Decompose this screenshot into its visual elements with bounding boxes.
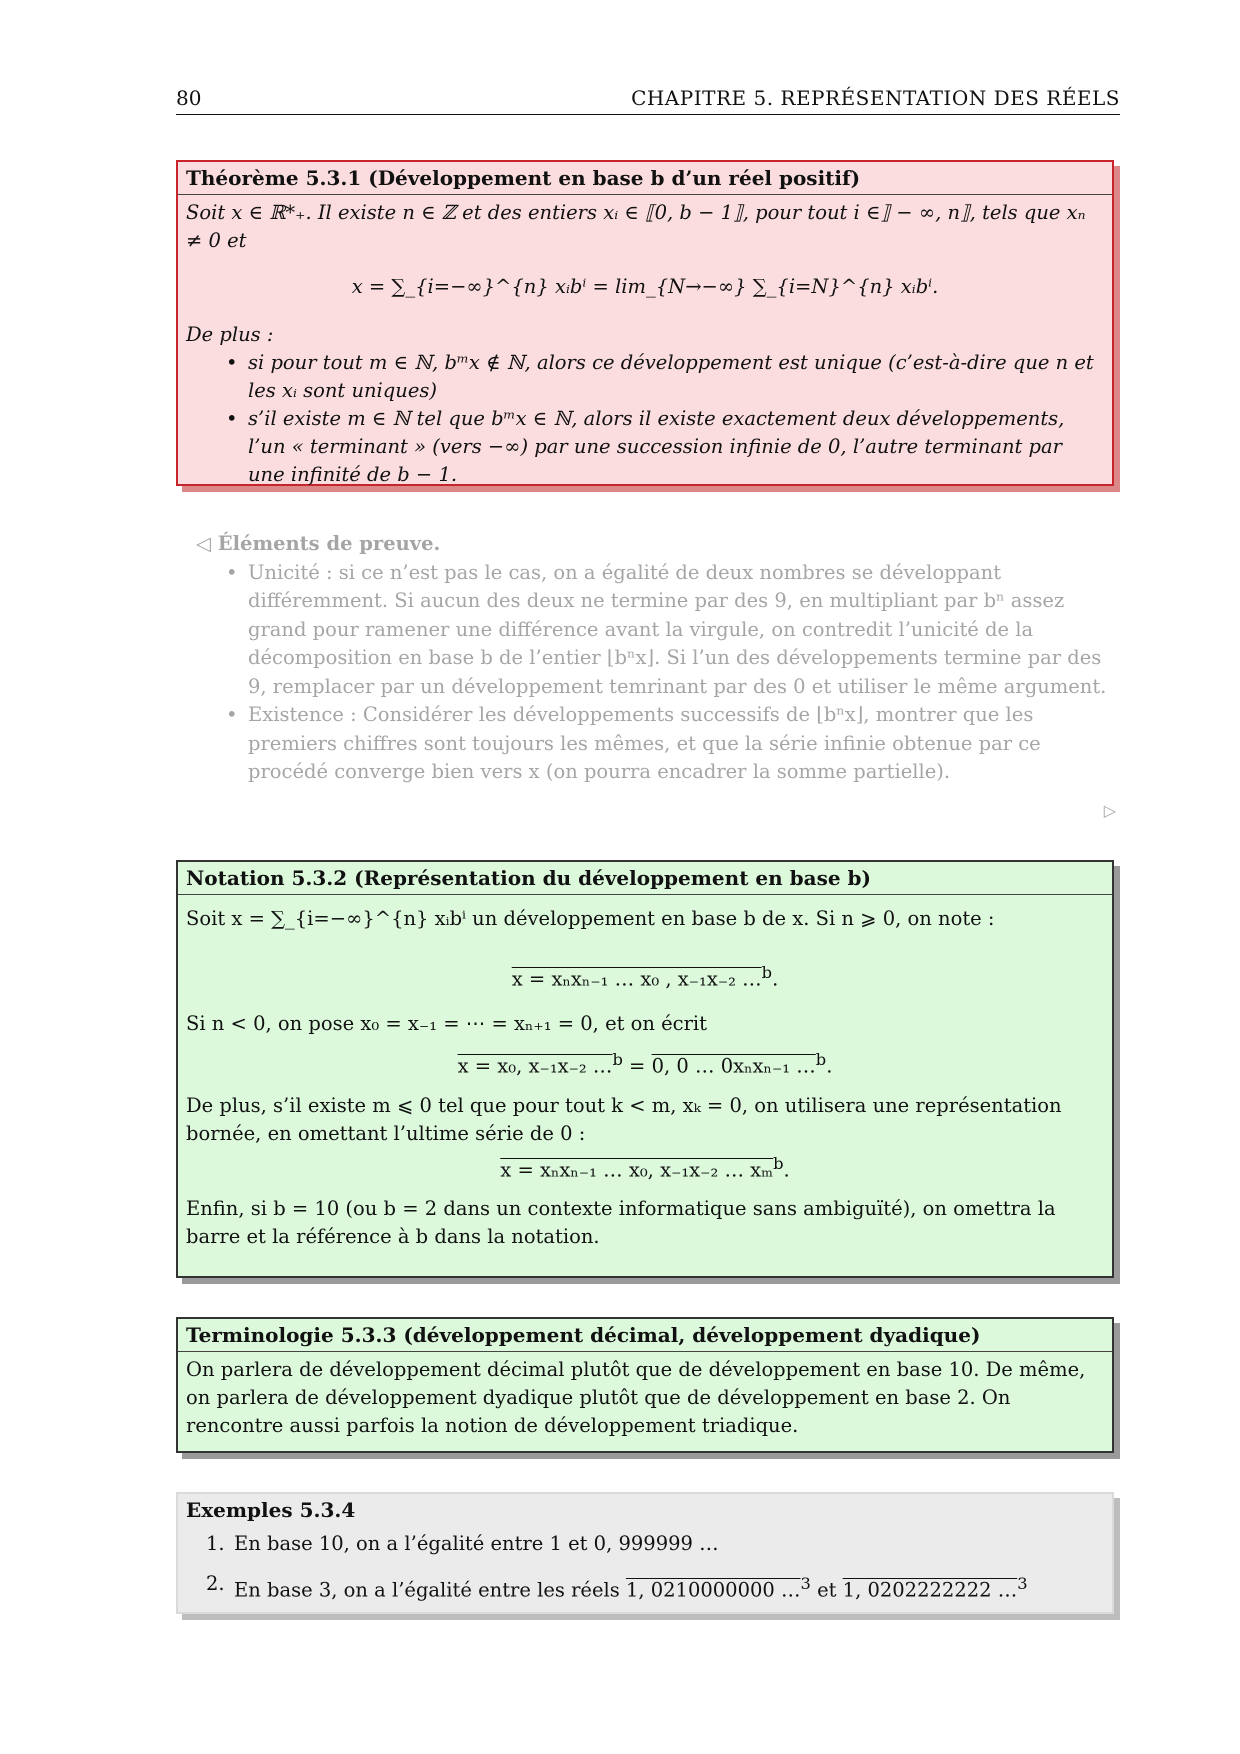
example-value-1-base: 3 bbox=[800, 1574, 811, 1593]
notation-body bbox=[178, 895, 1112, 1255]
example-value-1: 1, 0210000000 … bbox=[625, 1578, 801, 1602]
example-value-2: 1, 0202222222 … bbox=[842, 1578, 1018, 1602]
proof-bullet-list bbox=[196, 559, 1116, 787]
notation-line-2: Si n < 0, on pose x₀ = x₋₁ = ⋯ = xₙ₊₁ = 0, et on écrit bbox=[186, 1011, 707, 1035]
theorem-intro: Soit x ∈ ℝ*₊. Il existe n ∈ ℤ et des entiers xᵢ ∈ ⟦0, b − 1⟧, pour tout i ∈⟧ − ∞, n⟧, tels que xₙ ≠ 0 et bbox=[186, 201, 1086, 252]
examples-box bbox=[176, 1492, 1114, 1614]
notation-line-1: Soit x = ∑_{i=−∞}^{n} xᵢbⁱ un développement en base b de x. Si n ⩾ 0, on note : bbox=[186, 907, 995, 930]
formula-2a-base: b bbox=[612, 1049, 623, 1069]
example-connector: et bbox=[817, 1578, 837, 1602]
notation-line-4: Enfin, si b = 10 (ou b = 2 dans un contexte informatique sans ambiguïté), on omettra la barre et la référence à b dans la notation. bbox=[186, 1196, 1056, 1248]
example-text: En base 3, on a l’égalité entre les réels bbox=[234, 1578, 620, 1602]
terminology-text: On parlera de développement décimal plutôt que de développement en base 10. De même, on parlera de développement dyadique plutôt que de développement en base 2. On rencontre aussi parfois la notion de développement triadique. bbox=[186, 1358, 1086, 1437]
proof-bullet: • Existence : Considérer les développements successifs de ⌊bⁿx⌋, montrer que les premiers chiffres sont toujours les mêmes, et que la série infinie obtenue par ce procédé converge bien vers x (on pourra encadrer la somme partielle). bbox=[248, 701, 1116, 787]
theorem-box bbox=[176, 160, 1114, 486]
terminology-box bbox=[176, 1317, 1114, 1453]
notation-line-3: De plus, s’il existe m ⩽ 0 tel que pour tout k < m, xₖ = 0, on utilisera une représentation bornée, en omettant l’ultime série de 0 : bbox=[186, 1094, 1062, 1145]
theorem-deplus: De plus : bbox=[186, 323, 274, 346]
theorem-bullet: • si pour tout m ∈ ℕ, bᵐx ∉ ℕ, alors ce développement est unique (c’est-à-dire que n et les xᵢ sont uniques) bbox=[248, 349, 1104, 405]
notation-formula-2: x = x₀, x₋₁x₋₂ …$^b$ = 0, 0 … 0xₙxₙ₋₁ …$^b$. bbox=[457, 1049, 833, 1077]
page-number: 80 bbox=[176, 86, 202, 110]
formula-3-base: b bbox=[773, 1154, 784, 1173]
formula-2a-overlined: x = x₀, x₋₁x₋₂ … bbox=[457, 1054, 613, 1077]
proof-bullet: • Unicité : si ce n’est pas le cas, on a égalité de deux nombres se développant différemment. Si aucun des deux ne termine par des 9, en multipliant par bⁿ assez grand pour ramener une différence avant la virgule, on contredit l’unicité de la décomposition en base b de l’entier ⌊bⁿx⌋. Si l’un des développements termine par des 9, remplacer par un développement temrinant par des 0 et utiliser le même argument. bbox=[248, 559, 1116, 702]
example-text: En base 10, on a l’égalité entre 1 et 0, 999999 … bbox=[234, 1532, 719, 1555]
chapter-title: CHAPITRE 5. REPRÉSENTATION DES RÉELS bbox=[631, 86, 1120, 110]
theorem-bullet: • s’il existe m ∈ ℕ tel que bᵐx ∈ ℕ, alors il existe exactement deux développements, l’un « terminant » (vers −∞) par une succession infinie de 0, l’autre terminant par une infinité de b − 1. bbox=[248, 405, 1104, 489]
examples-list bbox=[178, 1524, 1112, 1611]
formula-3-overlined: x = xₙxₙ₋₁ … x₀, x₋₁x₋₂ … xₘ bbox=[500, 1158, 774, 1182]
proof-section bbox=[196, 530, 1116, 820]
formula-1-base: b bbox=[761, 963, 773, 982]
notation-formula-3: x = xₙxₙ₋₁ … x₀, x₋₁x₋₂ … xₘ$^b$. bbox=[500, 1154, 790, 1182]
example-item bbox=[206, 1564, 1112, 1611]
notation-formula-1: x = xₙxₙ₋₁ … x₀ , x₋₁x₋₂ …$^b$. bbox=[511, 963, 779, 991]
proof-title: ◁ Éléments de preuve. bbox=[196, 532, 441, 555]
notation-title: Notation 5.3.2 (Représentation du développement en base b) bbox=[186, 866, 871, 890]
terminology-title: Terminologie 5.3.3 (développement décimal, développement dyadique) bbox=[186, 1323, 981, 1347]
notation-box bbox=[176, 860, 1114, 1278]
theorem-formula: x = ∑_{i=−∞}^{n} xᵢbⁱ = lim_{N→−∞} ∑_{i=N}^{n} xᵢbⁱ. bbox=[351, 275, 939, 298]
proof-end-triangle-icon: ▷ bbox=[1103, 801, 1116, 820]
page-header bbox=[176, 86, 1120, 115]
theorem-bullet-list bbox=[186, 349, 1104, 489]
formula-2b-base: b bbox=[815, 1049, 827, 1069]
example-value-2-base: 3 bbox=[1017, 1574, 1028, 1593]
formula-2b-overlined: 0, 0 … 0xₙxₙ₋₁ … bbox=[651, 1054, 816, 1077]
example-item bbox=[206, 1524, 1112, 1564]
formula-1-overlined: x = xₙxₙ₋₁ … x₀ , x₋₁x₋₂ … bbox=[511, 967, 762, 991]
examples-title: Exemples 5.3.4 bbox=[186, 1498, 356, 1522]
theorem-body bbox=[178, 195, 1112, 493]
theorem-title: Théorème 5.3.1 (Développement en base b d’un réel positif) bbox=[186, 166, 861, 190]
example-number: 1. bbox=[206, 1532, 225, 1555]
example-number: 2. bbox=[206, 1572, 225, 1595]
